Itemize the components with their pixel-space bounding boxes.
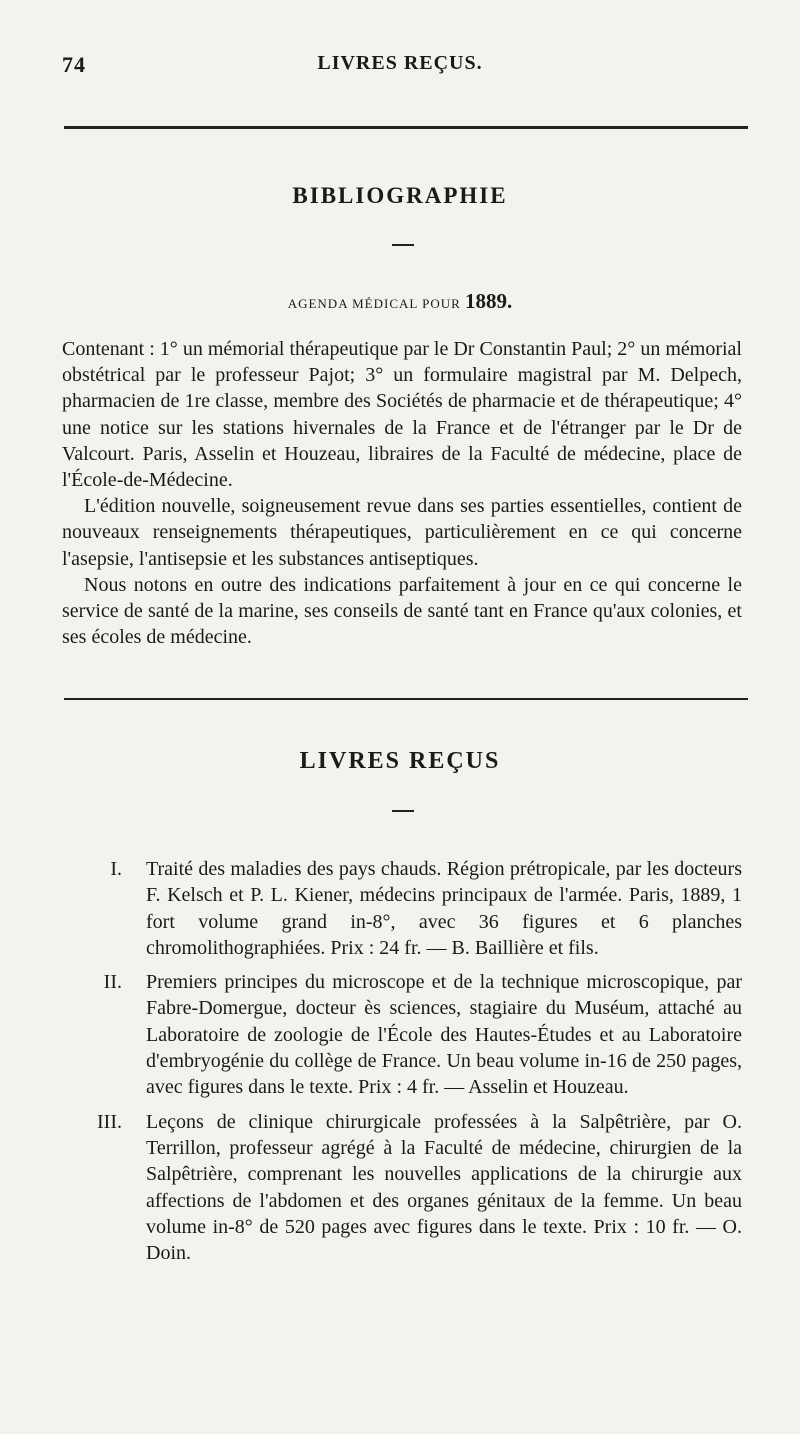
book-description: Traité des maladies des pays chauds. Région prétropicale, par les docteurs F. Kelsch et P. L. Kiener, médecins principaux de l'armée. Paris, 1889, 1 fort volume grand in-8°, avec 36 figures et 6 planches chromolithographiées. Prix : 24 fr. — B. Baillière et fils. xyxy=(146,858,742,959)
book-number: II. xyxy=(103,971,122,994)
subtitle-year: 1889. xyxy=(465,289,513,313)
book-number: III. xyxy=(97,1110,122,1133)
title-dash xyxy=(392,244,414,246)
page-header xyxy=(62,52,738,82)
livres-recus-title: LIVRES REÇUS xyxy=(299,748,501,774)
subtitle-caps: AGENDA MÉDICAL POUR xyxy=(287,296,461,311)
book-entry xyxy=(62,1109,742,1267)
section-rule xyxy=(64,698,748,700)
bibliography-paragraph: L'édition nouvelle, soigneusement revue dans ses parties essentielles, contient de nouveaux renseignements thérapeutiques, particulièrement en ce qui concerne l'asepsie, l'antisepsie et les substances antiseptiques. xyxy=(62,495,742,570)
book-entry xyxy=(62,856,742,961)
bibliography-paragraph: Contenant : 1° un mémorial thérapeutique par le Dr Constantin Paul; 2° un mémorial obstétrical par le professeur Pajot; 3° un formulaire magistral par M. Delpech, pharmacien de 1re classe, membre des Sociétés de pharmacie et de thérapeutique; 4° une notice sur les stations hivernales de la France et de l'étranger par le Dr de Valcourt. Paris, Asselin et Houzeau, libraires de la Faculté de médecine, place de l'École-de-Médecine. xyxy=(62,338,742,492)
title-dash xyxy=(392,810,414,812)
page-number: 74 xyxy=(62,52,86,77)
agenda-subtitle xyxy=(0,289,800,314)
book-description: Leçons de clinique chirurgicale professées à la Salpêtrière, par O. Terrillon, professeur agrégé à la Faculté de médecine, chirurgien de la Salpêtrière, comprenant les nouvelles applications de la chirurgie aux affections de l'abdomen et des organes génitaux de la femme. Un beau volume in-8° de 520 pages avec figures dans le texte. Prix : 10 fr. — O. Doin. xyxy=(146,1110,742,1265)
top-rule xyxy=(64,126,748,129)
book-list xyxy=(62,856,742,1274)
bibliography-title: BIBLIOGRAPHIE xyxy=(292,183,508,208)
bibliography-body xyxy=(62,336,742,650)
running-head: LIVRES REÇUS. xyxy=(317,52,483,74)
book-entry xyxy=(62,969,742,1100)
bibliography-paragraph: Nous notons en outre des indications parfaitement à jour en ce qui concerne le service de santé de la marine, ses conseils de santé tant en France qu'aux colonies, et ses écoles de médecine. xyxy=(62,573,742,649)
book-description: Premiers principes du microscope et de la technique microscopique, par Fabre-Domergue, docteur ès sciences, stagiaire du Muséum, attaché au Laboratoire de zoologie de l'École des Hautes-Études et au Laboratoire d'embryogénie du collège de France. Un beau volume in-16 de 250 pages, avec figures dans le texte. Prix : 4 fr. — Asselin et Houzeau. xyxy=(146,971,742,1099)
book-number: I. xyxy=(110,858,122,880)
